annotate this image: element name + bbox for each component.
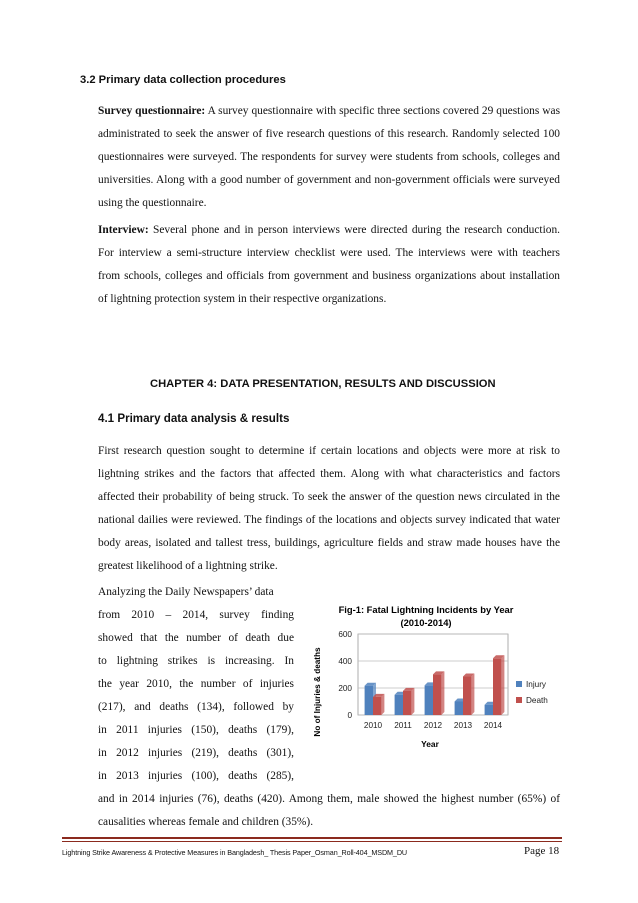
chart-bar [493,655,504,715]
analysis-paragraph-lines [98,581,294,788]
analysis-line: in 2013 injuries (100), deaths (285), [98,770,294,782]
chart-bar-front [365,686,373,715]
fatal-lightning-chart [302,597,560,750]
analysis-line: in 2011 injuries (150), deaths (179), [98,724,294,736]
chart-legend-label: Injury [526,680,547,689]
footer-rule-thin [62,841,562,842]
chart-bar-side [411,688,414,715]
analysis-line: the year 2010, the number of injuries [98,678,294,690]
chart-bar [433,671,444,715]
interview-paragraph [98,219,560,311]
section-4-1-heading: 4.1 Primary data analysis & results [98,412,290,425]
chart-legend [516,680,548,705]
survey-paragraph [98,100,560,215]
chart-bar-front [455,702,463,716]
analysis-line: to lightning strikes is increasing. In [98,655,294,667]
chart-bar-front [395,695,403,715]
chart-bar [463,674,474,715]
chart-bar-front [433,674,441,715]
chart-bar-front [493,658,501,715]
chart-y-axis-label: No of Injuries & deaths [313,647,322,737]
chart-x-tick-label: 2013 [453,721,473,730]
chart-x-tick-label: 2012 [423,721,443,730]
chart-y-tick-label: 400 [338,657,352,666]
analysis-line: Analyzing the Daily Newspapers’ data [98,586,274,598]
chart-y-tick-label: 600 [338,630,352,639]
interview-text: Several phone and in person interviews were directed during the research conduction. For interview a semi-structure interview checklist were used. The interviews were with teachers from schools, colleges and officials from government and business organizations about installation of lightning protection system in their respective organizations. [98,224,560,305]
analysis-line: from 2010 – 2014, survey finding [98,609,294,621]
analysis-paragraph-tail: and in 2014 injuries (76), deaths (420). Among them, male showed the highest number (65%) of causalities whereas female and children (35%). [98,793,560,828]
chart-y-tick-label: 0 [347,711,352,720]
chart-legend-label: Death [526,696,548,705]
findings-paragraph: First research question sought to determine if certain locations and objects were more at risk to lightning strikes and the factors that affected them. Along with what characteristics and factors affected their probability of being struck. To seek the answer of the question news circulated in the national dailies were reviewed. The findings of the locations and objects survey indicated that water body areas, isolated and tallest tress, buildings, agriculture fields and straw made houses have the greatest likelihood of a lightning strike. [98,445,560,572]
chart-title: Fig-1: Fatal Lightning Incidents by Year [338,604,514,615]
chart-svg [302,597,560,750]
chart-x-tick-label: 2014 [483,721,503,730]
interview-label: Interview: [98,224,149,236]
chart-bars [365,655,505,715]
chart-bar [403,688,414,715]
chart-bar-front [485,705,493,715]
chart-x-tick-label: 2011 [394,721,412,730]
chart-x-tick-label: 2010 [363,721,383,730]
chart-subtitle: (2010-2014) [400,617,452,628]
chart-bar-front [425,685,433,715]
chart-bar-side [501,655,504,715]
chart-bar [373,694,384,715]
chart-bar-side [381,694,384,715]
chart-bar-front [463,677,471,715]
chart-legend-swatch [516,681,522,687]
analysis-line: in 2012 injuries (219), deaths (301), [98,747,294,759]
chart-bar-side [441,671,444,715]
survey-label: Survey questionnaire: [98,105,206,117]
section-3-2-heading: 3.2 Primary data collection procedures [80,74,286,86]
chart-bar-front [373,697,381,715]
analysis-line: showed that the number of death due [98,632,294,644]
chart-legend-swatch [516,697,522,703]
survey-text: A survey questionnaire with specific three sections covered 29 questions was administrated to seek the answer of five research questions of this research. Randomly selected 100 questionnaires were surveyed. The respondents for survey were students from schools, colleges and universities. Along with a good number of government and non-government officials were surveyed using the questionnaire. [98,105,561,209]
chart-bar-front [403,691,411,715]
footer-title: Lightning Strike Awareness & Protective Measures in Bangladesh_ Thesis Paper_Osman_Roll-404_MSDM_DU [62,848,407,857]
analysis-line: (217), and deaths (134), followed by [98,701,294,713]
chapter-4-heading: CHAPTER 4: DATA PRESENTATION, RESULTS AND DISCUSSION [150,378,496,390]
chart-y-tick-label: 200 [338,684,352,693]
chart-x-axis-label: Year [421,739,439,749]
footer-rule-thick [62,837,562,839]
page-number: Page 18 [524,845,560,857]
chart-bar-side [471,674,474,715]
